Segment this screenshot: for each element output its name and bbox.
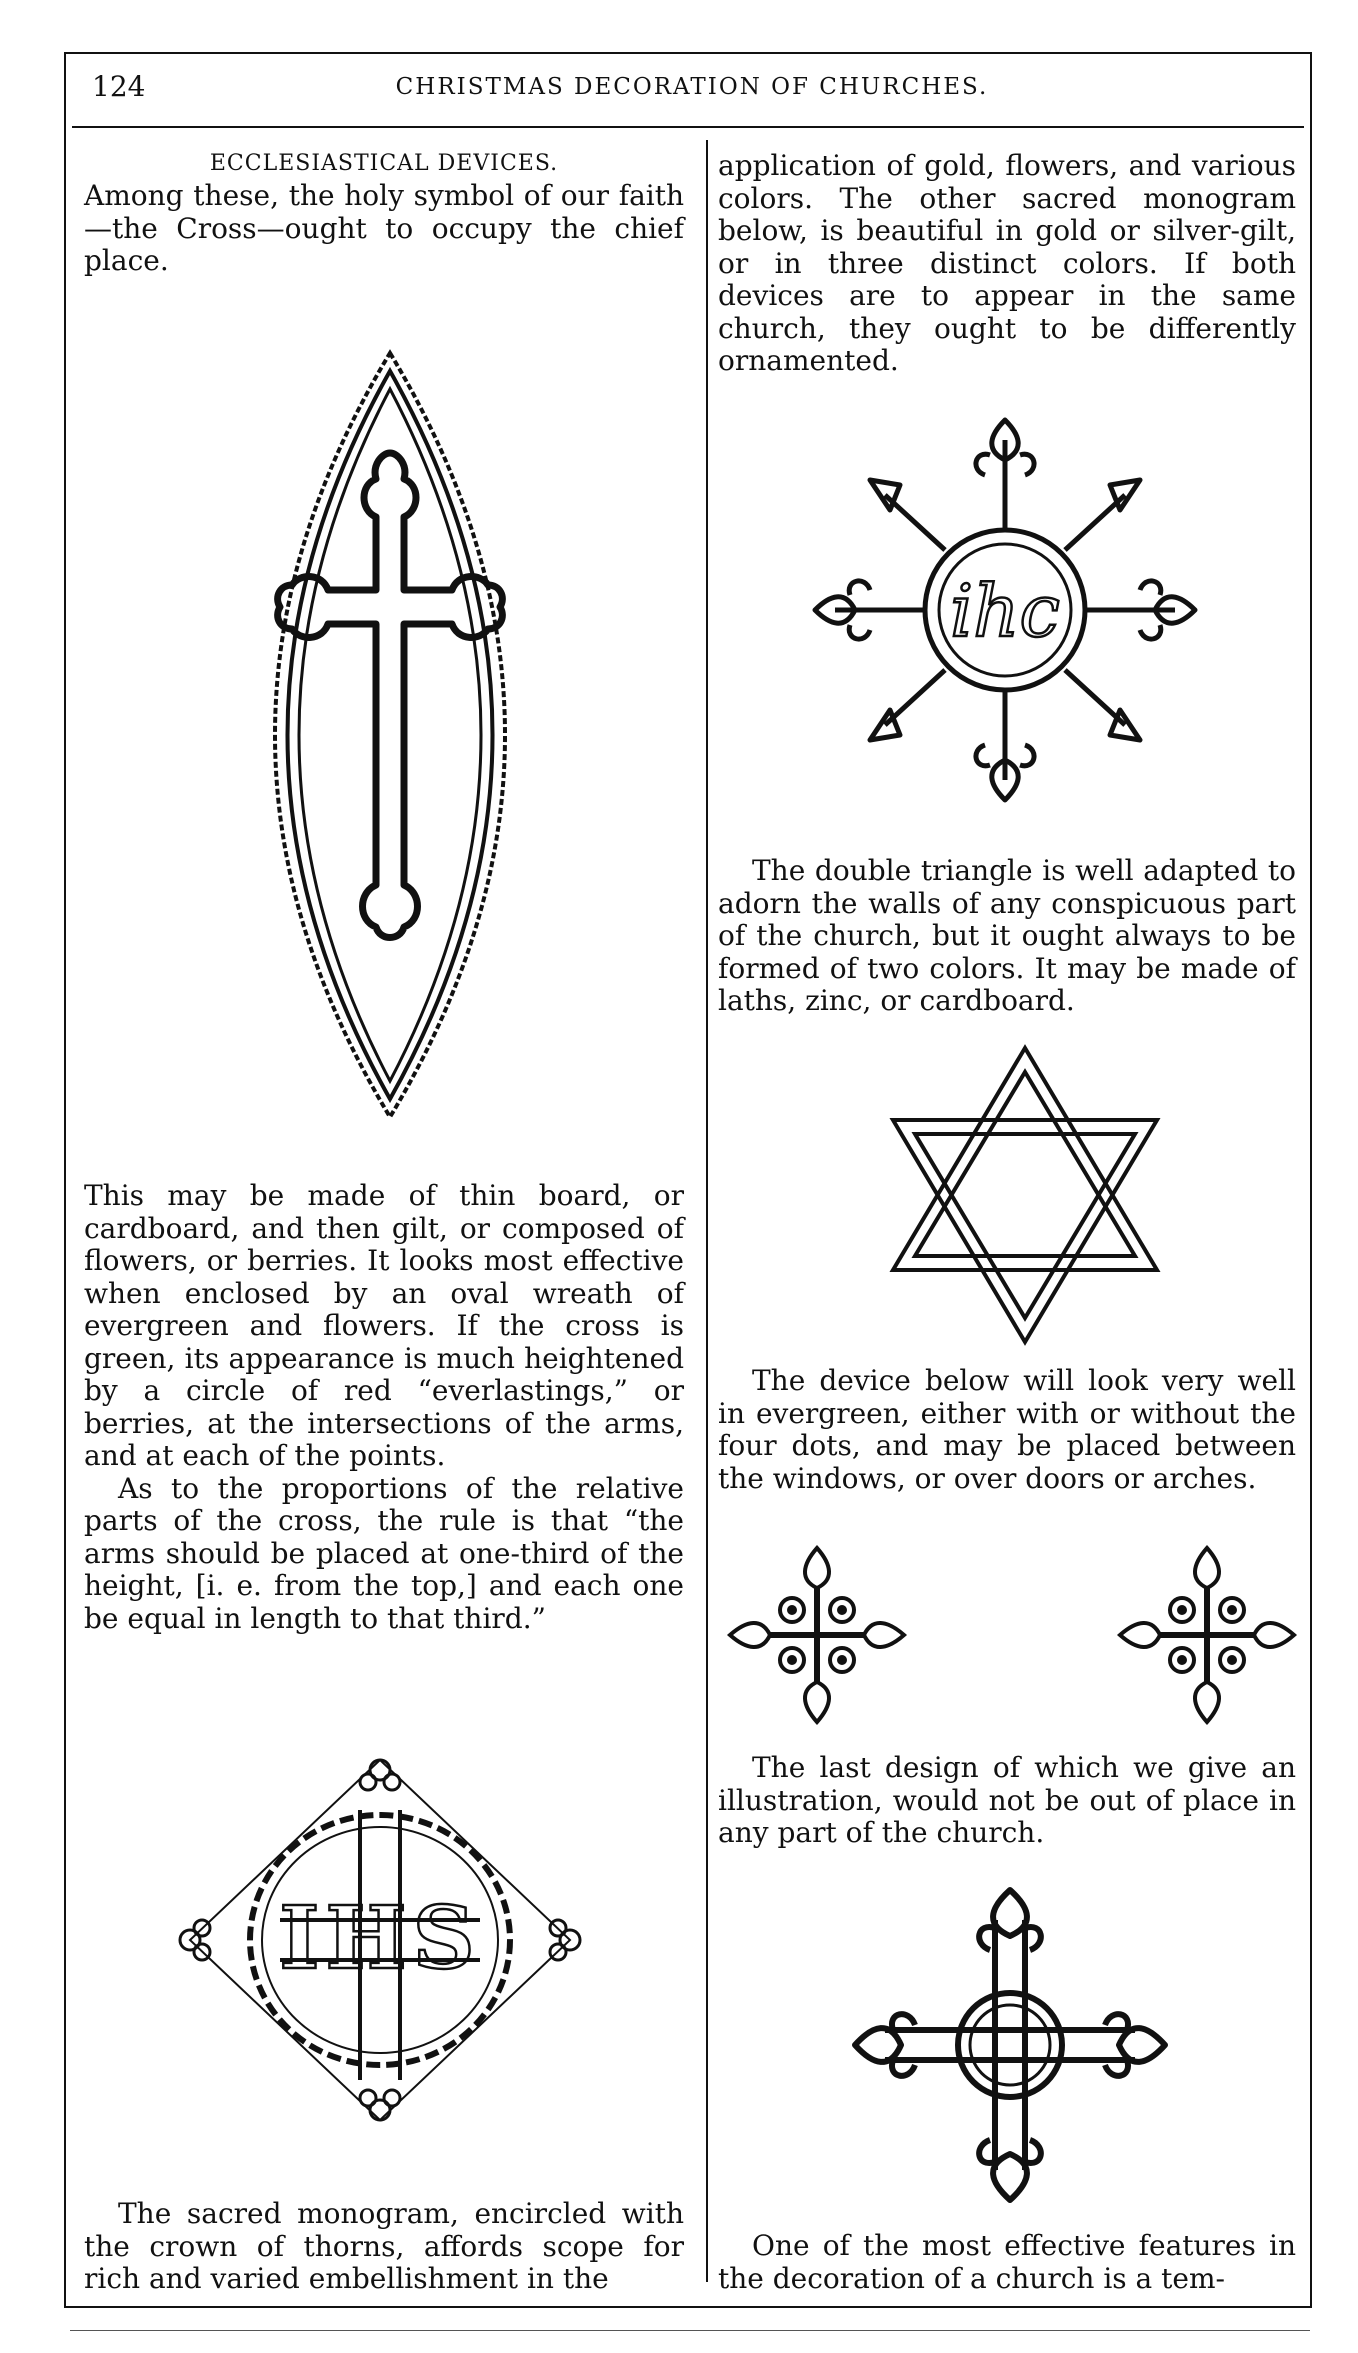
paragraph-continued: application of gold, flowers, and various colors. The other sacred monogram below, is beautiful in gold or silver-gilt, or in three distinct colors. If both devices are to appear in the same church, they ought to be differently ornamented. [718,149,1296,377]
ihs-crown-of-thorns-figure [160,1740,600,2140]
ihs-crown-svg [160,1740,600,2140]
paragraph-effective-features: One of the most effective features in the decoration of a church is a tem- [718,2229,1296,2295]
fleur-cross-svg [845,1880,1175,2210]
dotted-cross-right-svg [1112,1540,1302,1730]
bottom-rule [70,2330,1310,2331]
dotted-cross-device-left [722,1540,912,1730]
left-column-body [84,1180,684,1635]
dotted-cross-device-right [1112,1540,1302,1730]
section-heading: ECCLESIASTICAL DEVICES. [209,151,559,176]
ihs-monogram-text: IHS [279,1888,481,1989]
ihc-circle-svg [790,400,1220,820]
paragraph-cross-materials: This may be made of thin board, or cardboard, and then gilt, or composed of flowers, or berries. It looks most effective when enclosed by an oval wreath of evergreen and flowers. If the cross is green, its appearance is much heightened by a circle of red “everlastings,” or berries, at the intersections of the arms, and at each of the points. [84,1179,684,1472]
ihc-monogram-text: ihc [950,569,1060,653]
ihc-circle-fleur-figure [790,400,1220,820]
cross-vesica-svg [200,345,580,1125]
page-number: 124 [92,70,146,103]
right-column-last-design-text [718,1752,1296,1850]
double-triangle-svg [885,1040,1165,1350]
fleur-cross-circle-figure [845,1880,1175,2210]
paragraph-last-design: The last design of which we give an illustration, would not be out of place in any part of the church. [718,1751,1296,1849]
dotted-cross-left-svg [722,1540,912,1730]
cross-in-vesica-figure [200,345,580,1125]
paragraph-monogram: The sacred monogram, encircled with the crown of thorns, affords scope for rich and varied embellishment in the [84,2197,684,2295]
left-column-bottom [84,2198,684,2296]
right-column-bottom [718,2230,1296,2295]
paragraph-proportions: As to the proportions of the relative parts of the cross, the rule is that “the arms should be placed at one-third of the height, [i. e. from the top,] and each one be equal in length to that third.” [84,1471,684,1635]
left-column-intro [84,150,684,278]
header-rule [72,126,1304,128]
double-triangle-figure [885,1040,1165,1350]
column-divider [706,140,708,2282]
paragraph-device: The device below will look very well in evergreen, either with or without the four dots, and may be placed between the windows, or over doors or arches. [718,1364,1296,1495]
paragraph-double-triangle: The double triangle is well adapted to adorn the walls of any conspicuous part of the church, but it ought always to be formed of two colors. It may be made of laths, zinc, or cardboard. [718,854,1296,1017]
paragraph-intro: Among these, the holy symbol of our faith—the Cross—ought to occupy the chief place. [84,179,684,277]
running-title: CHRISTMAS DECORATION OF CHURCHES. [395,74,989,100]
right-column-triangle-text [718,855,1296,1018]
right-column-device-text [718,1365,1296,1495]
page-header [92,70,1292,116]
right-column-top [718,150,1296,378]
